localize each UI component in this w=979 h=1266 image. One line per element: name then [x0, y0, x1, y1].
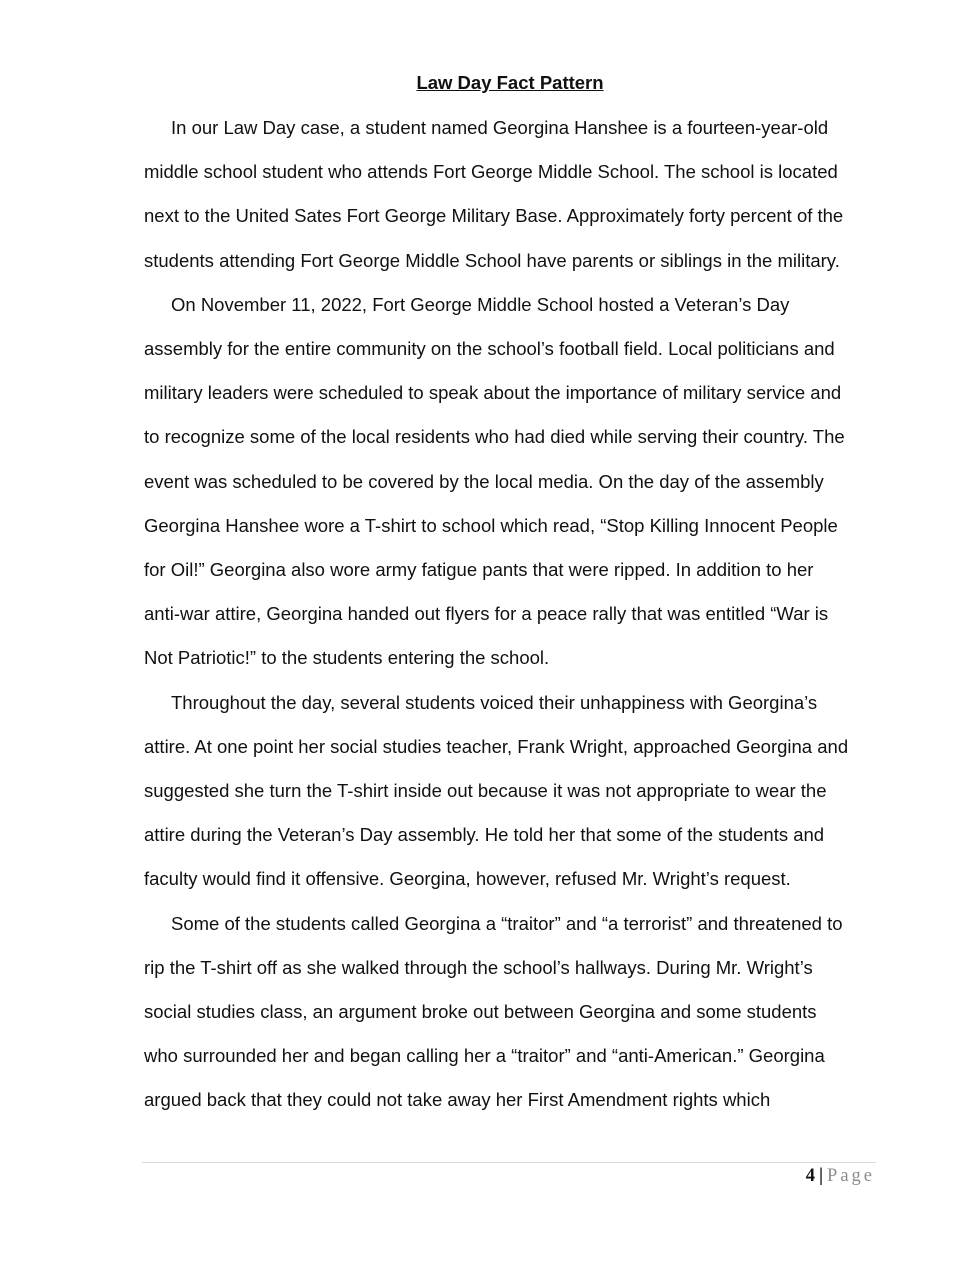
- page-label: Page: [827, 1166, 875, 1186]
- text-line: faculty would find it offensive. Georgina, however, refused Mr. Wright’s request.: [144, 868, 791, 890]
- text-line: military leaders were scheduled to speak about the importance of military service and: [144, 382, 842, 404]
- page-number: 4: [805, 1166, 815, 1186]
- text-line: Some of the students called Georgina a “traitor” and “a terrorist” and threatened to: [171, 912, 843, 934]
- paragraph-1: [144, 106, 884, 283]
- text-line: Not Patriotic!” to the students entering the school.: [144, 647, 550, 669]
- text-line: to recognize some of the local residents who had died while serving their country. The: [144, 426, 845, 448]
- text-line: attire during the Veteran’s Day assembly. He told her that some of the students and: [144, 824, 825, 846]
- paragraph-4: [144, 902, 884, 1123]
- text-line: Georgina Hanshee wore a T-shirt to school which read, “Stop Killing Innocent People: [144, 514, 838, 536]
- text-line: next to the United Sates Fort George Military Base. Approximately forty percent of the: [144, 205, 844, 227]
- text-line: suggested she turn the T-shirt inside out because it was not appropriate to wear the: [144, 780, 827, 802]
- text-line: social studies class, an argument broke out between Georgina and some students: [144, 1001, 817, 1023]
- text-line: Throughout the day, several students voiced their unhappiness with Georgina’s: [171, 691, 818, 713]
- text-line: who surrounded her and began calling her a “traitor” and “anti-American.” Georgina: [144, 1045, 825, 1067]
- page-separator: |: [818, 1166, 824, 1186]
- text-line: students attending Fort George Middle School have parents or siblings in the military.: [144, 249, 840, 271]
- paragraph-2: [144, 283, 884, 681]
- text-line: assembly for the entire community on the school’s football field. Local politicians and: [144, 338, 835, 360]
- text-line: middle school student who attends Fort George Middle School. The school is located: [144, 161, 838, 183]
- text-line: In our Law Day case, a student named Georgina Hanshee is a fourteen-year-old: [171, 117, 829, 138]
- text-line: attire. At one point her social studies teacher, Frank Wright, approached Georgina and: [144, 735, 849, 757]
- footer-divider: [142, 1162, 876, 1163]
- text-line: anti-war attire, Georgina handed out flyers for a peace rally that was entitled “War is: [144, 603, 829, 625]
- page-number-footer: [806, 1164, 875, 1188]
- document-title: Law Day Fact Pattern: [416, 72, 604, 93]
- paragraph-3: [144, 681, 884, 902]
- text-line: On November 11, 2022, Fort George Middle School hosted a Veteran’s Day: [171, 293, 790, 315]
- text-line: argued back that they could not take away her First Amendment rights which: [144, 1089, 771, 1111]
- text-line: for Oil!” Georgina also wore army fatigue pants that were ripped. In addition to her: [144, 559, 814, 581]
- text-line: rip the T-shirt off as she walked through the school’s hallways. During Mr. Wright’s: [144, 956, 813, 978]
- document-body: [144, 106, 884, 1123]
- text-line: event was scheduled to be covered by the local media. On the day of the assembly: [144, 470, 824, 492]
